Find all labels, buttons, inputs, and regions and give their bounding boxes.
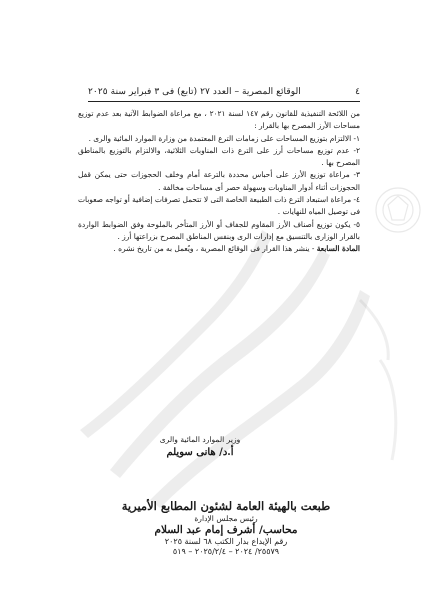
printed-by: طبعت بالهيئة العامة لشئون المطابع الأميرية [121, 499, 331, 513]
signature-block [130, 435, 270, 458]
article-text: - ينشر هذا القرار فى الوقائع المصرية ، ويُعمل به من تاريخ نشره . [113, 244, 317, 254]
list-item: ٢- عدم توزيع مساحات أرز على الترع ذات المناوبات الثلاثية، والالتزام بالتوزيع بالمناطق المصرح بها . [78, 145, 360, 168]
deposit-number: رقم الإيداع بدار الكتب ٦٨ لسنة ٢٠٢٥ [164, 537, 288, 546]
decree-body [78, 108, 360, 256]
signatory-name: أ.د/ هانى سويلم [166, 447, 234, 458]
list-item: ٥- يكون توزيع أصناف الأرز المقاوم للجفاف أو الأرز المتأخر بالملوحة وفق الضوابط الواردة بالقرار الوزارى بالتنسيق مع إدارات الرى وبنفس المناطق المصرح بزراعتها أرز . [78, 219, 360, 241]
header-divider [88, 101, 360, 102]
gazette-title: الوقائع المصرية – العدد ٢٧ (تابع) فى ٣ فبراير سنة ٢٠٢٥ [88, 85, 301, 97]
article-seven [78, 243, 360, 255]
list-item: ١- الالتزام بتوزيع المساحات على زمامات الترع المعتمدة من وزارة الموارد المائية والرى . [88, 133, 360, 143]
intro-paragraph: من اللائحة التنفيذية للقانون رقم ١٤٧ لسنة ٢٠٢١ ، مع مراعاة الضوابط الآتية بعد عدم توزيع مساحات الأرز المصرح بها بالقرار : [78, 109, 360, 131]
page-header [88, 84, 360, 98]
page-number: ٤ [355, 85, 360, 97]
list-item: ٤- مراعاة استبعاد الترع ذات الطبيعة الخاصة التى لا تتحمل تصرفات إضافية أو تواجه صعوبات فى توصيل المياه للنهايات . [78, 195, 360, 217]
signatory-role: وزير الموارد المائية والرى [159, 435, 241, 444]
article-label: المادة السابعة [316, 244, 360, 254]
board-label: رئيس مجلس الإدارة [194, 514, 258, 523]
printer-footer [108, 499, 344, 556]
list-item: ٣- مراعاة توزيع الأرز على أحباس محددة بالترعة أمام وخلف الحجوزات حتى يمكن قفل الحجوزات أثناء أدوار المناوبات وسهولة حصر أى مساحات مخالفة . [78, 170, 360, 192]
chairman-name: محاسب/ أشرف إمام عبد السلام [154, 524, 298, 536]
print-code: ٢٥٥٧٩/ ٢٠٢٤ – ٢٠٢٥/٢/٤ – ٥١٩ [172, 547, 280, 556]
